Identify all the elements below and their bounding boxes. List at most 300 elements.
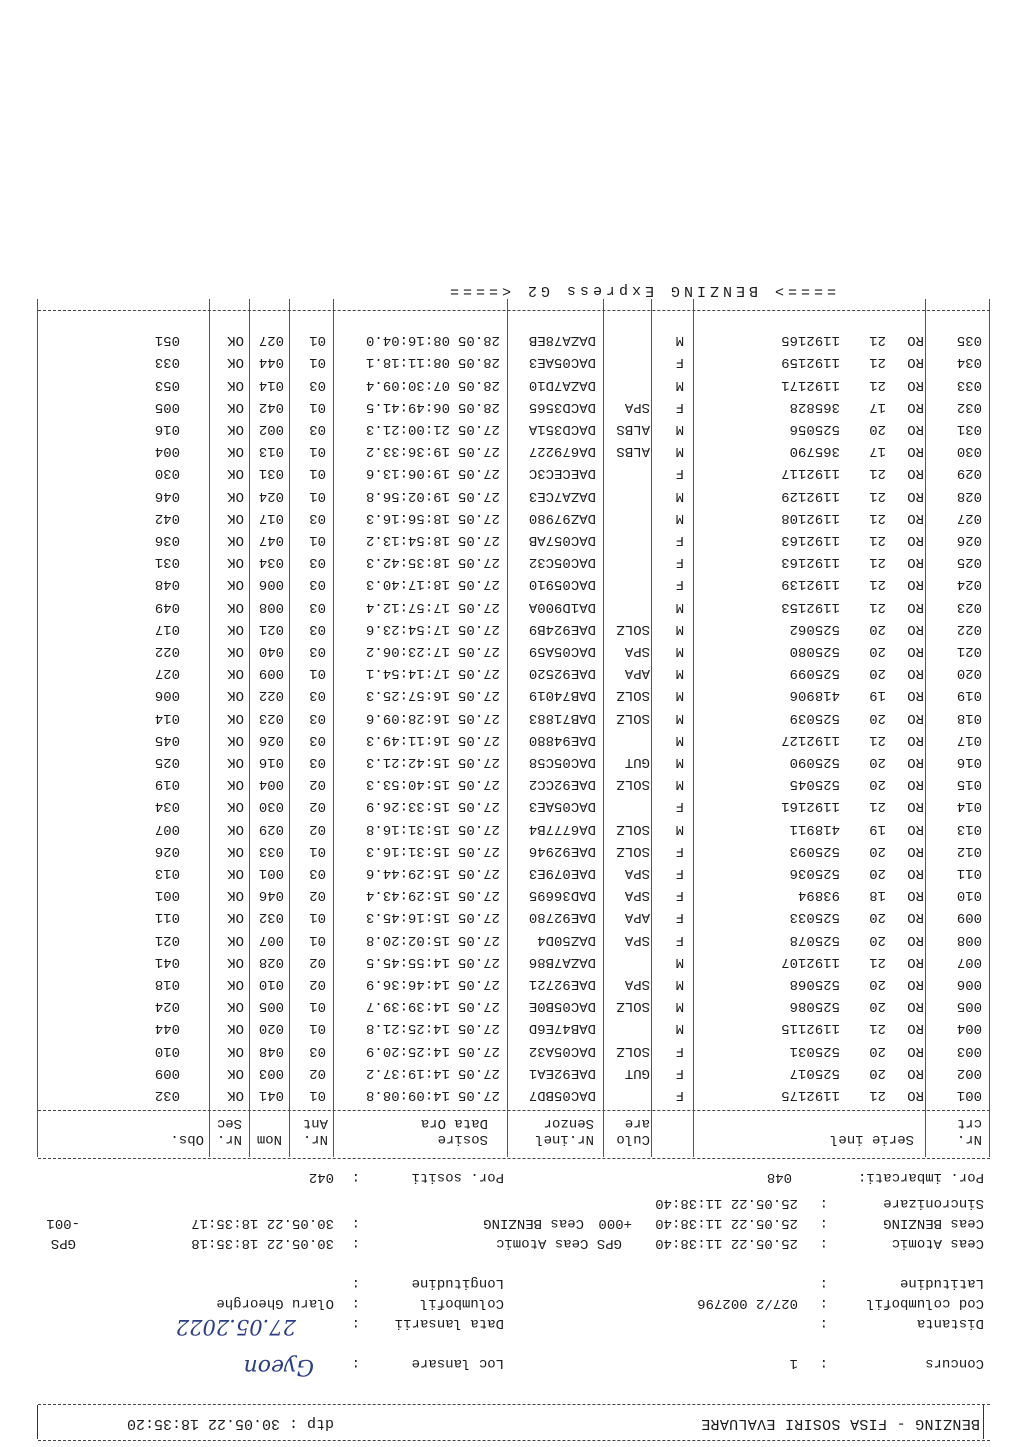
cell-nr: 023 — [956, 598, 982, 615]
table-row — [38, 663, 990, 683]
cell-serie: 1192129 — [781, 487, 840, 504]
cell-status: OK — [227, 953, 244, 970]
cell-serie: 1192161 — [781, 798, 840, 815]
cell-sex: M — [675, 443, 684, 460]
table-row — [38, 574, 990, 594]
table-row — [38, 375, 990, 395]
cell-status: OK — [227, 754, 244, 770]
cell-nom: 016 — [258, 754, 284, 770]
cell-ant: 03 — [309, 865, 326, 881]
por-imbarcati-label: Por. imbarcati: — [857, 1169, 984, 1185]
dtp-label: dtp — [306, 1415, 334, 1432]
cell-ora: 17:23:06.2 — [365, 643, 450, 659]
cell-tara: RO — [907, 798, 924, 815]
cell-nr: 007 — [956, 953, 982, 970]
ceas-atomic-label: Ceas Atomic — [891, 1235, 984, 1251]
cell-obs: 046 — [154, 487, 180, 504]
cell-culo: SOLZ — [616, 998, 650, 1015]
latitudine-label: Latitudine — [899, 1275, 984, 1291]
cell-date: 27.05 — [457, 842, 500, 859]
cell-culo: SOLZ — [616, 776, 650, 793]
cell-inel: DAC05BD7 — [528, 1087, 596, 1103]
cell-ora: 14:46:36.9 — [365, 976, 450, 992]
cell-ora: 15:31:16.8 — [365, 820, 450, 837]
distanta-colon: : — [819, 1315, 828, 1331]
cell-nr: 027 — [956, 509, 982, 526]
cell-ant: 01 — [309, 443, 326, 460]
cell-grupa: 20 — [869, 421, 886, 437]
cell-nom: 005 — [258, 998, 284, 1015]
cell-status: OK — [227, 1064, 244, 1081]
cell-obs: 031 — [154, 554, 180, 571]
cell-ora: 19:02:56.8 — [365, 487, 450, 504]
cell-serie: 1192171 — [781, 376, 840, 393]
table-row — [38, 419, 990, 439]
cell-tara: RO — [907, 487, 924, 504]
cell-nr: 021 — [956, 643, 982, 659]
cell-nom: 032 — [258, 909, 284, 926]
table-row — [38, 530, 990, 550]
cell-ora: 15:29:44.6 — [365, 865, 450, 881]
cell-nom: 034 — [258, 554, 284, 571]
cell-date: 27.05 — [457, 665, 500, 682]
cell-inel: DAC05C58 — [528, 754, 596, 770]
cell-tara: RO — [907, 421, 924, 437]
cell-status: OK — [227, 665, 244, 682]
cell-inel: DAE92946 — [528, 842, 596, 859]
cell-date: 27.05 — [457, 820, 500, 837]
cell-ora: 17:54:23.6 — [365, 620, 450, 637]
cell-obs: 030 — [154, 465, 180, 482]
cell-obs: 027 — [154, 665, 180, 682]
cell-culo: SOLZ — [616, 820, 650, 837]
cell-culo: SPA — [624, 887, 650, 904]
cell-nr: 035 — [956, 332, 982, 349]
cell-nr: 028 — [956, 487, 982, 504]
cell-date: 27.05 — [457, 1042, 500, 1059]
cell-nom: 001 — [258, 865, 284, 881]
cell-nom: 004 — [258, 776, 284, 793]
cell-obs: 033 — [154, 354, 180, 371]
cell-ora: 08:16:04.0 — [365, 332, 450, 349]
cell-serie: 1192139 — [781, 576, 840, 593]
cell-ant: 01 — [309, 665, 326, 682]
cell-culo: SOLZ — [616, 687, 650, 704]
table-row — [38, 641, 990, 661]
cell-obs: 017 — [154, 620, 180, 637]
cell-sex: F — [675, 865, 684, 881]
cell-tara: RO — [907, 931, 924, 948]
cell-obs: 051 — [154, 332, 180, 349]
cell-serie: 365790 — [789, 443, 840, 460]
table-row — [38, 796, 990, 816]
cell-status: OK — [227, 598, 244, 615]
cell-status: OK — [227, 487, 244, 504]
cell-inel: DAE92CC2 — [528, 776, 596, 793]
header-left-edge — [983, 1405, 984, 1439]
cell-obs: 034 — [154, 798, 180, 815]
cell-nom: 029 — [258, 820, 284, 837]
concurs-value: 1 — [789, 1355, 798, 1371]
cell-grupa: 21 — [869, 1020, 886, 1037]
cell-obs: 006 — [154, 687, 180, 704]
cell-date: 27.05 — [457, 865, 500, 881]
cell-inel: DA1D900A — [528, 598, 596, 615]
cell-tara: RO — [907, 820, 924, 837]
cell-inel: DAE92780 — [528, 909, 596, 926]
cell-serie: 525093 — [789, 842, 840, 859]
cell-nom: 046 — [258, 887, 284, 904]
data-lansarii-handwritten: 27.05.2022 — [175, 1315, 296, 1339]
cod-columbofil-label: Cod columbofil — [866, 1295, 984, 1311]
cell-inel: DAD36695 — [528, 887, 596, 904]
cell-ora: 14:25:20.9 — [365, 1042, 450, 1059]
cell-grupa: 19 — [869, 687, 886, 704]
cell-inel: DAECEC3C — [528, 465, 596, 482]
dtp-stamp: dtp : 30.05.22 18:35:20 — [126, 1415, 334, 1432]
cell-sex: F — [675, 798, 684, 815]
cell-ora: 15:42:21.3 — [365, 754, 450, 770]
cell-nr: 006 — [956, 976, 982, 992]
cell-nom: 048 — [258, 1042, 284, 1059]
table-header-top-rule — [38, 1158, 990, 1159]
cell-ora: 14:55:45.5 — [365, 953, 450, 970]
cell-obs: 019 — [154, 776, 180, 793]
cell-obs: 007 — [154, 820, 180, 837]
data-lansarii-label: Data lansarii — [394, 1315, 504, 1331]
cell-inel: DAZA78EB — [528, 332, 596, 349]
cell-serie: 1192175 — [781, 1087, 840, 1103]
cell-nom: 014 — [258, 376, 284, 393]
cell-status: OK — [227, 798, 244, 815]
col-header-nr-ant: Nr. — [302, 1131, 328, 1147]
cell-tara: RO — [907, 1064, 924, 1081]
longitudine-label: Longitudine — [411, 1275, 504, 1291]
cell-culo: GUT — [624, 754, 650, 770]
cell-status: OK — [227, 576, 244, 593]
gps-ceas-atomic-colon: : — [351, 1235, 360, 1251]
ceas-benzing-offset: +000 — [598, 1215, 632, 1231]
cell-status: OK — [227, 976, 244, 992]
col-header-crt: crt — [956, 1115, 982, 1131]
cell-status: OK — [227, 421, 244, 437]
cell-nr: 004 — [956, 1020, 982, 1037]
columbofil-value: Olaru Gheorghe — [216, 1295, 334, 1311]
cell-obs: 036 — [154, 532, 180, 548]
ceas-benzing2-value: 30.05.22 18:35:17 — [191, 1215, 334, 1231]
cell-sex: M — [675, 665, 684, 682]
cell-ant: 03 — [309, 509, 326, 526]
por-sositi-label: Por. sositi — [411, 1169, 504, 1185]
cell-culo: SOLZ — [616, 842, 650, 859]
cell-sex: F — [675, 554, 684, 571]
cell-obs: 010 — [154, 1042, 180, 1059]
col-header-data-ora: Data Ora — [420, 1115, 488, 1131]
cell-inel: DACD351A — [528, 421, 596, 437]
cell-date: 28.05 — [457, 354, 500, 371]
cell-ant: 01 — [309, 465, 326, 482]
cell-nom: 028 — [258, 953, 284, 970]
cell-serie: 1192163 — [781, 554, 840, 571]
cell-status: OK — [227, 465, 244, 482]
cell-nr: 020 — [956, 665, 982, 682]
columbofil-label: Columbofil — [419, 1295, 504, 1311]
cell-grupa: 20 — [869, 776, 886, 793]
cell-grupa: 20 — [869, 665, 886, 682]
cell-grupa: 21 — [869, 332, 886, 349]
concurs-colon: : — [819, 1355, 828, 1371]
cell-tara: RO — [907, 687, 924, 704]
cell-nr: 014 — [956, 798, 982, 815]
cell-ant: 03 — [309, 709, 326, 726]
cell-ora: 15:16:45.3 — [365, 909, 450, 926]
cell-sex: F — [675, 1042, 684, 1059]
cell-nr: 011 — [956, 865, 982, 881]
cell-serie: 525080 — [789, 643, 840, 659]
cell-ora: 18:54:13.2 — [365, 532, 450, 548]
cell-inel: DAZA7CE3 — [528, 487, 596, 504]
cell-grupa: 20 — [869, 976, 886, 992]
cell-grupa: 17 — [869, 443, 886, 460]
cell-tara: RO — [907, 842, 924, 859]
table-row — [38, 597, 990, 617]
table-row — [38, 352, 990, 372]
cell-ora: 14:25:21.8 — [365, 1020, 450, 1037]
cell-sex: F — [675, 1087, 684, 1103]
cell-serie: 1192165 — [781, 332, 840, 349]
cell-ant: 02 — [309, 776, 326, 793]
cell-grupa: 20 — [869, 620, 886, 637]
cell-date: 27.05 — [457, 487, 500, 504]
cell-tara: RO — [907, 887, 924, 904]
cell-grupa: 20 — [869, 754, 886, 770]
table-row — [38, 907, 990, 927]
cell-tara: RO — [907, 376, 924, 393]
distanta-label: Distanta — [916, 1315, 984, 1331]
cell-ora: 08:11:18.1 — [365, 354, 450, 371]
cell-nom: 021 — [258, 620, 284, 637]
cell-ant: 01 — [309, 487, 326, 504]
cell-status: OK — [227, 687, 244, 704]
cell-inel: DAB74019 — [528, 687, 596, 704]
cell-nr: 026 — [956, 532, 982, 548]
cell-nom: 041 — [258, 1087, 284, 1103]
cell-serie: 525017 — [789, 1064, 840, 1081]
cell-nom: 042 — [258, 398, 284, 415]
cell-tara: RO — [907, 909, 924, 926]
cell-obs: 011 — [154, 909, 180, 926]
cell-culo: ALBS — [616, 421, 650, 437]
ceas-benzing-label: Ceas BENZING — [883, 1215, 984, 1231]
cell-obs: 045 — [154, 731, 180, 748]
cell-status: OK — [227, 376, 244, 393]
cell-grupa: 21 — [869, 354, 886, 371]
cell-obs: 016 — [154, 421, 180, 437]
cell-ora: 07:30:09.4 — [365, 376, 450, 393]
cell-obs: 048 — [154, 576, 180, 593]
table-row — [38, 708, 990, 728]
cell-obs: 044 — [154, 1020, 180, 1037]
cell-grupa: 20 — [869, 842, 886, 859]
cell-ora: 16:57:25.3 — [365, 687, 450, 704]
cell-date: 27.05 — [457, 687, 500, 704]
col-header-obs: Obs. — [170, 1131, 204, 1147]
cell-inel: DA679227 — [528, 443, 596, 460]
cell-ora: 19:06:13.6 — [365, 465, 450, 482]
cell-nr: 029 — [956, 465, 982, 482]
cell-serie: 1192107 — [781, 953, 840, 970]
cell-nr: 018 — [956, 709, 982, 726]
cell-nr: 010 — [956, 887, 982, 904]
gps-ceas-atomic-label: GPS Ceas Atomic — [495, 1235, 622, 1251]
cell-grupa: 20 — [869, 643, 886, 659]
sincronizare-colon: : — [819, 1195, 828, 1211]
cell-serie: 525056 — [789, 421, 840, 437]
cell-grupa: 21 — [869, 953, 886, 970]
cell-obs: 001 — [154, 887, 180, 904]
cell-obs: 041 — [154, 953, 180, 970]
cell-date: 27.05 — [457, 798, 500, 815]
cell-inel: DAE92EA1 — [528, 1064, 596, 1081]
cell-sex: M — [675, 820, 684, 837]
header-right-edge — [37, 1405, 38, 1439]
cell-serie: 418911 — [789, 820, 840, 837]
cell-nom: 003 — [258, 1064, 284, 1081]
col-header-sosire: Sosire — [437, 1131, 488, 1147]
cell-nr: 016 — [956, 754, 982, 770]
cell-status: OK — [227, 354, 244, 371]
cell-date: 27.05 — [457, 465, 500, 482]
cell-grupa: 21 — [869, 487, 886, 504]
cell-grupa: 20 — [869, 998, 886, 1015]
cell-inel: DAE079E3 — [528, 865, 596, 881]
cell-sex: M — [675, 620, 684, 637]
cell-culo: APA — [624, 909, 650, 926]
table-row — [38, 974, 990, 994]
table-row — [38, 952, 990, 972]
cell-nom: 017 — [258, 509, 284, 526]
cell-ant: 02 — [309, 976, 326, 992]
cell-inel: DAZA7D10 — [528, 376, 596, 393]
cell-ant: 02 — [309, 798, 326, 815]
table-row — [38, 1041, 990, 1061]
cell-sex: M — [675, 487, 684, 504]
cell-ant: 03 — [309, 643, 326, 659]
cell-nom: 002 — [258, 421, 284, 437]
cell-obs: 009 — [154, 1064, 180, 1081]
cell-serie: 525033 — [789, 909, 840, 926]
table-header-bottom-rule — [38, 1110, 990, 1111]
cell-grupa: 21 — [869, 598, 886, 615]
table-row — [38, 885, 990, 905]
cell-tara: RO — [907, 620, 924, 637]
cell-nom: 026 — [258, 731, 284, 748]
cell-sex: F — [675, 576, 684, 593]
cell-tara: RO — [907, 754, 924, 770]
cell-tara: RO — [907, 709, 924, 726]
cell-grupa: 19 — [869, 820, 886, 837]
sincronizare-value: 25.05.22 11:38:40 — [655, 1195, 798, 1211]
cell-ora: 14:39:39.7 — [365, 998, 450, 1015]
cell-serie: 525039 — [789, 709, 840, 726]
cell-culo: APA — [624, 665, 650, 682]
cell-sex: F — [675, 1064, 684, 1081]
cell-culo: GUT — [624, 1064, 650, 1081]
cell-nom: 022 — [258, 687, 284, 704]
ceas-benzing-value: 25.05.22 11:38:40 — [655, 1215, 798, 1231]
cell-date: 27.05 — [457, 776, 500, 793]
cell-date: 27.05 — [457, 953, 500, 970]
cell-nr: 015 — [956, 776, 982, 793]
por-imbarcati-value: 048 — [766, 1169, 792, 1185]
cell-ant: 01 — [309, 998, 326, 1015]
cell-sex: M — [675, 421, 684, 437]
cell-grupa: 21 — [869, 576, 886, 593]
cell-nom: 013 — [258, 443, 284, 460]
header-top-rule — [38, 1440, 990, 1441]
cell-date: 27.05 — [457, 931, 500, 948]
cell-nr: 003 — [956, 1042, 982, 1059]
cell-serie: 1192117 — [781, 465, 840, 482]
table-row — [38, 486, 990, 506]
cell-inel: DAB47E6D — [528, 1020, 596, 1037]
cell-grupa: 21 — [869, 465, 886, 482]
cell-status: OK — [227, 731, 244, 748]
cell-nr: 031 — [956, 421, 982, 437]
cell-ora: 18:35:42.3 — [365, 554, 450, 571]
cell-nom: 006 — [258, 576, 284, 593]
cell-grupa: 20 — [869, 931, 886, 948]
sincronizare-label: Sincronizare — [883, 1195, 984, 1211]
cell-sex: F — [675, 909, 684, 926]
cell-tara: RO — [907, 354, 924, 371]
cell-culo: SPA — [624, 865, 650, 881]
cell-inel: DAC05AE3 — [528, 354, 596, 371]
table-row — [38, 463, 990, 483]
cell-nr: 019 — [956, 687, 982, 704]
cell-sex: M — [675, 509, 684, 526]
cell-nr: 008 — [956, 931, 982, 948]
cell-nom: 024 — [258, 487, 284, 504]
cell-culo: SOLZ — [616, 620, 650, 637]
cell-tara: RO — [907, 554, 924, 571]
cell-ora: 15:40:53.3 — [365, 776, 450, 793]
cell-status: OK — [227, 620, 244, 637]
cell-tara: RO — [907, 465, 924, 482]
cell-inel: DAE92520 — [528, 665, 596, 682]
table-row — [38, 1063, 990, 1083]
cell-status: OK — [227, 1020, 244, 1037]
cell-obs: 022 — [154, 643, 180, 659]
cell-inel: DAE94880 — [528, 731, 596, 748]
cell-status: OK — [227, 709, 244, 726]
cell-obs: 014 — [154, 709, 180, 726]
table-row — [38, 774, 990, 794]
cell-serie: 525078 — [789, 931, 840, 948]
cell-status: OK — [227, 865, 244, 881]
cell-status: OK — [227, 509, 244, 526]
cell-date: 27.05 — [457, 887, 500, 904]
cell-date: 27.05 — [457, 598, 500, 615]
cell-ora: 17:14:54.1 — [365, 665, 450, 682]
loc-lansare-handwritten: Gyeon — [243, 1354, 314, 1379]
cell-nr: 013 — [956, 820, 982, 837]
cell-inel: DAE924B9 — [528, 620, 596, 637]
table-row — [38, 508, 990, 528]
cell-inel: DAZ50D4 — [537, 931, 596, 948]
cell-inel: DAC05C32 — [528, 554, 596, 571]
cell-sex: M — [675, 687, 684, 704]
